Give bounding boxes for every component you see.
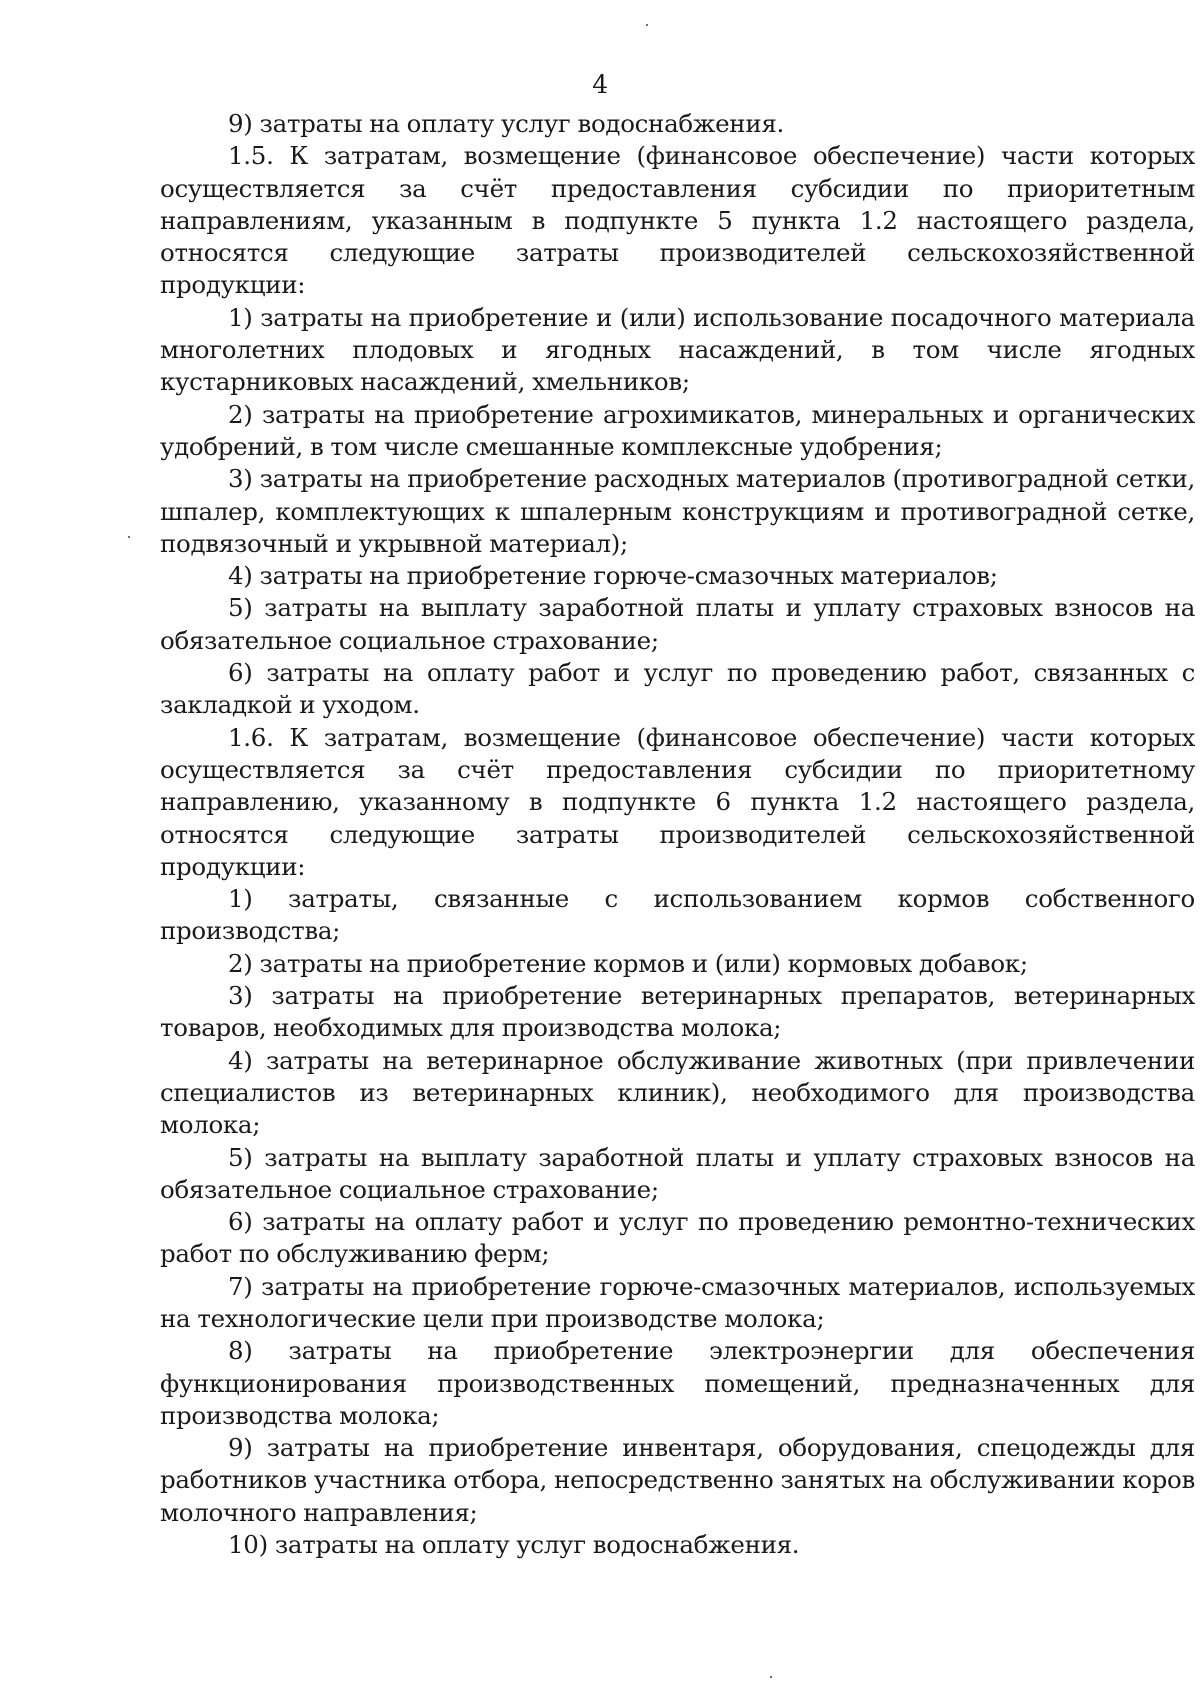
scan-speck [770,1676,772,1678]
paragraph-list-item: 5) затраты на выплату заработной платы и уплату страховых взносов на обязательное социальное страхование; [160,593,1195,655]
paragraph-item-9-water: 9) затраты на оплату услуг водоснабжения. [228,109,784,138]
paragraph-list-item: 8) затраты на приобретение электроэнергии для обеспечения функционирования производственных помещений, предназначенных для производства молока; [160,1336,1195,1430]
paragraph-section-1-5: 1.5. К затратам, возмещение (финансовое обеспечение) части которых осуществляется за счёт предоставления субсидии по приоритетным направлениям, указанным в подпункте 5 пункта 1.2 настоящего раздела, относятся следующие затраты производителей сельскохозяйственной продукции: [160,141,1195,300]
paragraph-list-item: 6) затраты на оплату работ и услуг по проведению работ, связанных с закладкой и уходом. [160,658,1195,720]
paragraph-list-item: 2) затраты на приобретение агрохимикатов, минеральных и органических удобрений, в том числе смешанные комплексные удобрения; [160,399,1195,461]
paragraph-list-item: 4) затраты на ветеринарное обслуживание животных (при привлечении специалистов из ветеринарных клиник), необходимого для производства молока; [160,1045,1195,1140]
paragraph-list-item: 2) затраты на приобретение кормов и (или) кормовых добавок; [228,948,1028,978]
paragraph-list-item: 1) затраты, связанные с использованием кормов собственного производства; [160,884,1195,946]
paragraph-list-item: 1) затраты на приобретение и (или) использование посадочного материала многолетних плодовых и ягодных насаждений, в том числе ягодных кустарниковых насаждений, хмельников; [160,302,1195,397]
paragraph-list-item: 5) затраты на выплату заработной платы и уплату страховых взносов на обязательное социальное страхование; [160,1142,1195,1204]
scan-speck [128,536,130,538]
scan-speck [646,24,648,26]
document-body [160,108,1195,1561]
paragraph-section-1-6: 1.6. К затратам, возмещение (финансовое обеспечение) части которых осуществляется за счёт предоставления субсидии по приоритетному направлению, указанному в подпункте 6 пункта 1.2 настоящего раздела, относятся следующие затраты производителей сельскохозяйственной продукции: [160,722,1195,881]
paragraph-list-item: 4) затраты на приобретение горюче-смазочных материалов; [228,561,998,591]
paragraph-list-item: 3) затраты на приобретение расходных материалов (противоградной сетки, шпалер, комплектующих к шпалерным конструкциям и противоградной сетке, подвязочный и укрывной материал); [160,464,1195,558]
paragraph-list-item: 10) затраты на оплату услуг водоснабжения. [228,1530,800,1560]
page-number: 4 [592,70,608,99]
paragraph-list-item: 3) затраты на приобретение ветеринарных препаратов, ветеринарных товаров, необходимых для производства молока; [160,981,1195,1043]
paragraph-list-item: 6) затраты на оплату работ и услуг по проведению ремонтно-технических работ по обслуживанию ферм; [160,1207,1195,1269]
paragraph-list-item: 9) затраты на приобретение инвентаря, оборудования, спецодежды для работников участника отбора, непосредственно занятых на обслуживании коров молочного направления; [160,1433,1195,1527]
paragraph-list-item: 7) затраты на приобретение горюче-смазочных материалов, используемых на технологические цели при производстве молока; [160,1271,1195,1333]
